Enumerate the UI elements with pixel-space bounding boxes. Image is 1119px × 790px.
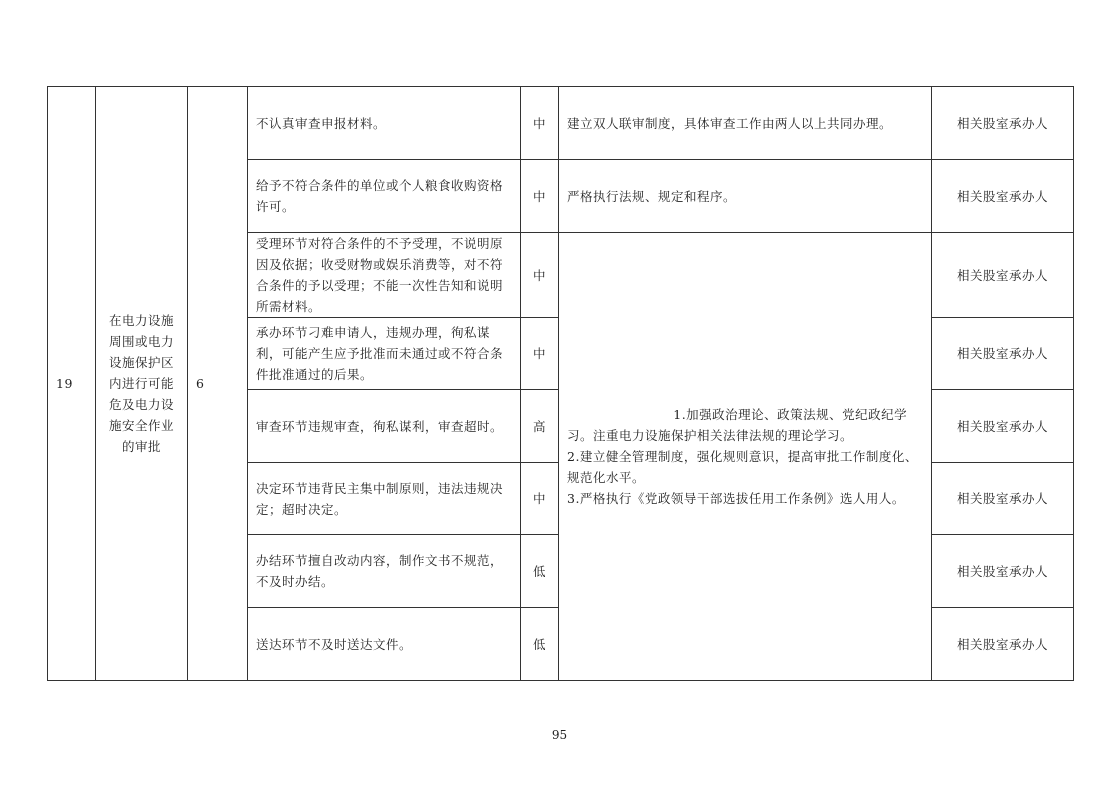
risk-description: 不认真审查申报材料。 [248,87,521,160]
responsible-person: 相关股室承办人 [932,390,1074,463]
risk-level: 中 [521,87,559,160]
risk-description: 送达环节不及时送达文件。 [248,608,521,681]
risk-description: 给予不符合条件的单位或个人粮食收购资格许可。 [248,160,521,233]
responsible-person: 相关股室承办人 [932,608,1074,681]
risk-description: 承办环节刁难申请人，违规办理，徇私谋利，可能产生应予批准而未通过或不符合条件批准通过的后果。 [248,318,521,390]
merged-prevention-measures [559,233,932,681]
risk-level: 中 [521,233,559,318]
risk-level: 低 [521,535,559,608]
responsible-person: 相关股室承办人 [932,233,1074,318]
risk-level: 中 [521,160,559,233]
responsible-person: 相关股室承办人 [932,318,1074,390]
risk-level: 高 [521,390,559,463]
risk-description: 受理环节对符合条件的不予受理，不说明原因及依据；收受财物或娱乐消费等，对不符合条件的予以受理；不能一次性告知和说明所需材料。 [248,233,521,318]
risk-level: 中 [521,463,559,535]
responsible-person: 相关股室承办人 [932,87,1074,160]
row-number: 19 [48,87,96,681]
measure-line-3: 3.严格执行《党政领导干部选拔任用工作条例》选人用人。 [567,491,905,506]
risk-table [47,86,1074,681]
item-name: 在电力设施周围或电力设施保护区内进行可能危及电力设施安全作业的审批 [96,87,188,681]
risk-level: 低 [521,608,559,681]
risk-count: 6 [188,87,248,681]
measure-line-1: 1.加强政治理论、政策法规、党纪政纪学习。注重电力设施保护相关法律法规的理论学习。 [567,407,908,443]
risk-description: 办结环节擅自改动内容，制作文书不规范，不及时办结。 [248,535,521,608]
page-number: 95 [551,728,568,742]
responsible-person: 相关股室承办人 [932,160,1074,233]
prevention-measure: 建立双人联审制度，具体审查工作由两人以上共同办理。 [559,87,932,160]
prevention-measure: 严格执行法规、规定和程序。 [559,160,932,233]
risk-level: 中 [521,318,559,390]
measure-line-2: 2.建立健全管理制度，强化规则意识，提高审批工作制度化、规范化水平。 [567,449,918,485]
risk-description: 决定环节违背民主集中制原则，违法违规决定；超时决定。 [248,463,521,535]
responsible-person: 相关股室承办人 [932,463,1074,535]
table-row [48,87,1074,160]
risk-description: 审查环节违规审查，徇私谋利，审查超时。 [248,390,521,463]
responsible-person: 相关股室承办人 [932,535,1074,608]
